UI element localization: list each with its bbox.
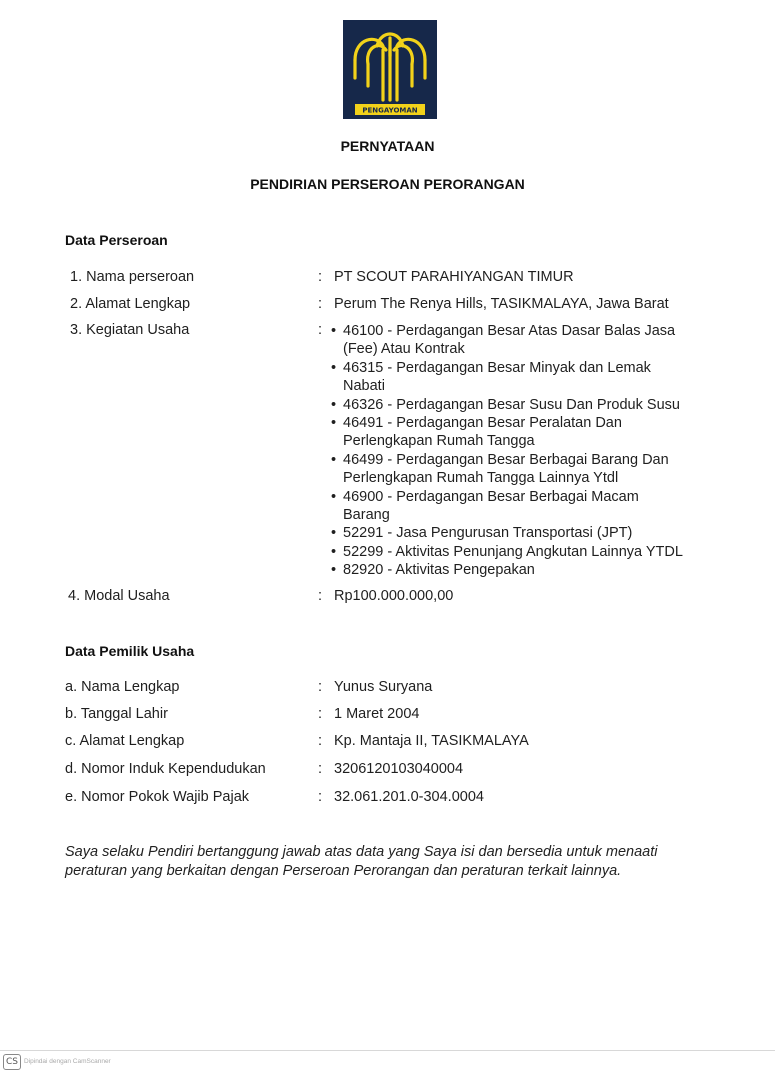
field-value: 1 Maret 2004 <box>334 706 420 722</box>
field-separator: : <box>318 733 323 749</box>
section-heading-perseroan: Data Perseroan <box>65 232 168 248</box>
kegiatan-item <box>331 524 731 542</box>
kegiatan-item-line: • 52291 - Jasa Pengurusan Transportasi (JPT) <box>343 525 633 542</box>
kegiatan-item-line: • 46100 - Perdagangan Besar Atas Dasar Balas Jasa <box>343 323 676 339</box>
declaration-statement <box>65 843 725 880</box>
field-label: e. Nomor Pokok Wajib Pajak <box>65 789 250 805</box>
field-label: 1. Nama perseroan <box>70 269 195 285</box>
field-label: 4. Modal Usaha <box>68 588 170 604</box>
pengayoman-logo <box>343 20 437 119</box>
pengayoman-emblem-icon <box>343 20 437 119</box>
kegiatan-item <box>331 488 731 525</box>
kegiatan-item-line: Perlengkapan Rumah Tangga <box>343 433 535 450</box>
kegiatan-item <box>331 561 731 579</box>
field-separator: : <box>318 706 323 722</box>
document-subtitle: PENDIRIAN PERSEROAN PERORANGAN <box>250 176 525 192</box>
field-label: c. Alamat Lengkap <box>65 733 185 749</box>
kegiatan-item <box>331 396 731 414</box>
field-separator: : <box>318 679 323 695</box>
field-value: Perum The Renya Hills, TASIKMALAYA, Jawa Barat <box>334 296 669 312</box>
logo-text: PENGAYOMAN <box>362 106 418 115</box>
document-title: PERNYATAAN <box>340 138 435 154</box>
kegiatan-item <box>331 359 731 396</box>
kegiatan-item <box>331 451 731 488</box>
section-heading-pemilik: Data Pemilik Usaha <box>65 643 195 659</box>
kegiatan-item-line: Nabati <box>343 378 385 395</box>
field-value: Yunus Suryana <box>334 679 433 695</box>
kegiatan-item-line: Barang <box>343 507 390 524</box>
kegiatan-item-line: • 46900 - Perdagangan Besar Berbagai Macam <box>343 488 639 505</box>
field-value: 32.061.201.0-304.0004 <box>334 789 484 805</box>
field-label: a. Nama Lengkap <box>65 679 180 695</box>
field-separator: : <box>318 588 323 604</box>
field-separator: : <box>318 761 323 777</box>
kegiatan-item-line: • 46491 - Perdagangan Besar Peralatan Dan <box>343 415 622 432</box>
field-separator: : <box>318 789 323 805</box>
field-label: 3. Kegiatan Usaha <box>70 322 190 338</box>
kegiatan-usaha-list <box>318 322 731 580</box>
field-label: b. Tanggal Lahir <box>65 706 168 722</box>
kegiatan-item <box>331 543 731 561</box>
field-separator: : <box>318 296 323 312</box>
field-label: 2. Alamat Lengkap <box>70 296 191 312</box>
field-value: Kp. Mantaja II, TASIKMALAYA <box>334 733 529 749</box>
statement-line: Saya selaku Pendiri bertanggung jawab atas data yang Saya isi dan bersedia untuk menaati <box>65 844 658 860</box>
kegiatan-item-line: • 82920 - Aktivitas Pengepakan <box>343 562 535 579</box>
kegiatan-item <box>331 322 731 359</box>
field-value: PT SCOUT PARAHIYANGAN TIMUR <box>334 269 574 285</box>
kegiatan-item-line: • 46315 - Perdagangan Besar Minyak dan Lemak <box>343 359 651 376</box>
statement-line: peraturan yang berkaitan dengan Perseroan Perorangan dan peraturan terkait lainnya. <box>65 862 622 879</box>
camscanner-logo-icon: CS <box>3 1054 21 1070</box>
field-label: d. Nomor Induk Kependudukan <box>65 761 266 777</box>
kegiatan-item-line: Perlengkapan Rumah Tangga Lainnya Ytdl <box>343 470 619 487</box>
field-value: 3206120103040004 <box>334 761 464 777</box>
field-value: Rp100.000.000,00 <box>334 588 454 604</box>
kegiatan-item <box>331 414 731 451</box>
kegiatan-item-line: • 52299 - Aktivitas Penunjang Angkutan Lainnya YTDL <box>343 543 683 560</box>
kegiatan-item-line: • 46499 - Perdagangan Besar Berbagai Barang Dan <box>343 451 669 468</box>
scanner-watermark: Dipindai dengan CamScanner <box>24 1058 111 1065</box>
footer-divider <box>0 1050 775 1051</box>
field-separator: : <box>318 269 323 285</box>
field-separator: : <box>318 322 323 338</box>
kegiatan-item-line: • 46326 - Perdagangan Besar Susu Dan Produk Susu <box>343 396 680 413</box>
kegiatan-item-line: (Fee) Atau Kontrak <box>343 341 465 358</box>
